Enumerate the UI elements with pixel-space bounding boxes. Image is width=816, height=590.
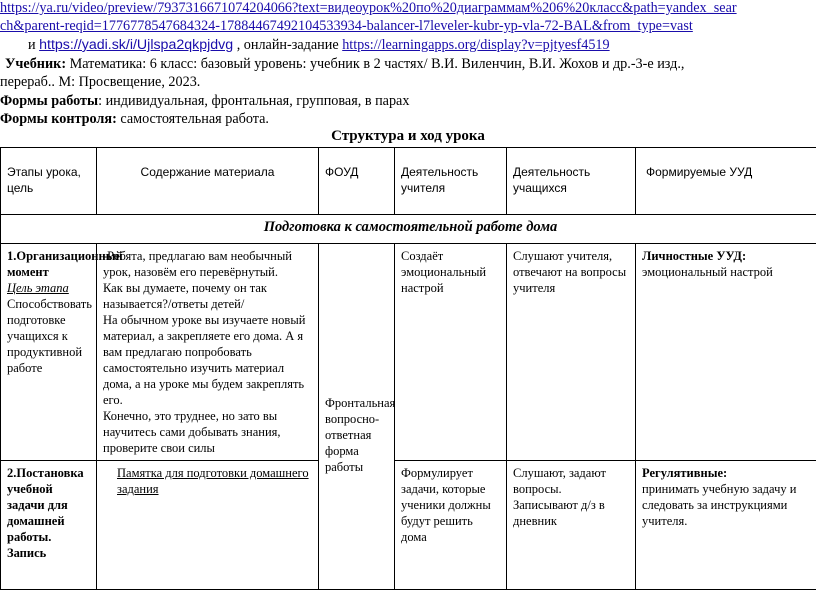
foud-cell: Фронтальная вопросно-ответная форма работы <box>319 244 395 590</box>
control-forms: Формы контроля: самостоятельная работа. <box>0 111 269 128</box>
learningapps-link[interactable]: https://learningapps.org/display?v=pjtyesf4519 <box>342 37 609 53</box>
links-line <box>28 37 610 54</box>
yadi-link[interactable]: https://yadi.sk/i/Ujlspa2qkpjdvg <box>39 37 233 53</box>
row1-content: -Ребята, предлагаю вам необычный урок, назовём его перевёрнутый. Как вы думаете, почему он так называется?/ответы детей/ На обычном уроке вы изучаете новый материал, а закрепляете его дома. А я вам предлагаю попробовать самостоятельно изучить материал дома, а на уроке мы будем закреплять его. Конечно, это труднее, но зато вы научитесь сами добывать знания, проверите свои силы <box>97 244 319 461</box>
col-stages: Этапы урока, цель <box>1 148 97 215</box>
row2-teacher: Формулирует задачи, которые ученики должны будут решить дома <box>395 461 507 590</box>
structure-title: Структура и ход урока <box>0 128 816 145</box>
row2-content: Памятка для подготовки домашнего задания <box>97 461 319 590</box>
row1-uud: Личностные УУД: эмоциональный настрой <box>636 244 816 461</box>
col-teacher: Деятельность учителя <box>395 148 507 215</box>
row1-students: Слушают учителя, отвечают на вопросы учителя <box>507 244 636 461</box>
row2-students: Слушают, задают вопросы. Записывают д/з в дневник <box>507 461 636 590</box>
textbook-line-2: перераб.. М: Просвещение, 2023. <box>0 74 200 91</box>
online-task-label: , онлайн-задание <box>233 37 342 53</box>
col-content: Содержание материала <box>97 148 319 215</box>
table-row <box>1 244 816 461</box>
textbook-label: Учебник: <box>5 56 66 72</box>
conj-and: и <box>28 37 36 53</box>
col-foud: ФОУД <box>319 148 395 215</box>
work-forms: Формы работы: индивидуальная, фронтальная, групповая, в парах <box>0 93 409 110</box>
video-link-line-2[interactable]: ch&parent-reqid=1776778547684324-17884467492104533934-balancer-l7leveler-kubr-yp-vla-72-BAL&from_type=vast <box>0 18 693 35</box>
row2-uud: Регулятивные: принимать учебную задачу и следовать за инструкциями учителя. <box>636 461 816 590</box>
section-row <box>1 215 816 244</box>
row2-stage: 2.Постановка учебной задачи для домашней работы. Запись <box>1 461 97 590</box>
col-uud: Формируемые УУД <box>636 148 816 215</box>
section-title: Подготовка к самостоятельной работе дома <box>1 215 816 244</box>
col-students: Деятельность учащихся <box>507 148 636 215</box>
table-header-row <box>1 148 816 215</box>
row1-teacher: Создаёт эмоциональный настрой <box>395 244 507 461</box>
lesson-structure-table <box>0 147 816 590</box>
table-row <box>1 461 816 590</box>
video-link-line-1[interactable]: https://ya.ru/video/preview/7937316671074204066?text=видеоурок%20по%20диаграммам%206%20класс&path=yandex_sear <box>0 0 737 17</box>
row1-stage: 1.Организационный момент Цель этапа Способствовать подготовке учащихся к продуктивной работе <box>1 244 97 461</box>
textbook-line-1: Учебник: Математика: 6 класс: базовый уровень: учебник в 2 частях/ В.И. Виленчин, В.И. Жохов и др.-3-е изд., <box>5 56 684 73</box>
